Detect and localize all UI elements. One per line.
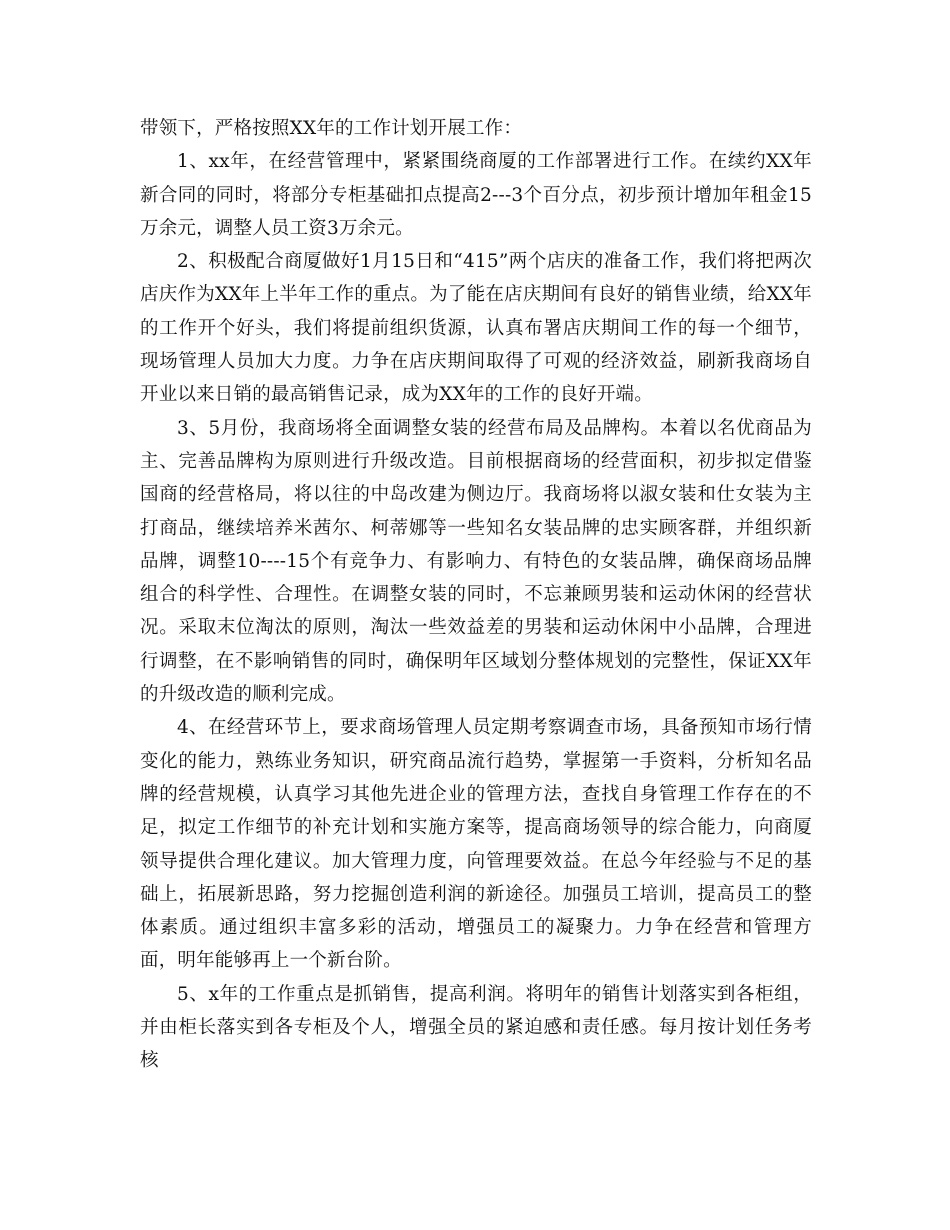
paragraph-item-2: 2、积极配合商厦做好1月15日和“415”两个店庆的准备工作，我们将把两次店庆作为XX年上半年工作的重点。为了能在店庆期间有良好的销售业绩，给XX年的工作开个好头，我们将提前组织货源，认真布署店庆期间工作的每一个细节，现场管理人员加大力度。力争在店庆期间取得了可观的经济效益，刷新我商场自开业以来日销的最高销售记录，成为XX年的工作的良好开端。 [140, 251, 812, 406]
document-body [140, 112, 812, 1078]
paragraph-item-4: 4、在经营环节上，要求商场管理人员定期考察调查市场，具备预知市场行情变化的能力，熟练业务知识，研究商品流行趋势，掌握第一手资料，分析知名品牌的经营规模，认真学习其他先进企业的管理方法，查找自身管理工作存在的不足，拟定工作细节的补充计划和实施方案等，提高商场领导的综合能力，向商厦领导提供合理化建议。加大管理力度，向管理要效益。在总今年经验与不足的基础上，拓展新思路，努力挖掘创造利润的新途径。加强员工培训，提高员工的整体素质。通过组织丰富多彩的活动，增强员工的凝聚力。力争在经营和管理方面，明年能够再上一个新台阶。 [140, 717, 812, 972]
paragraph-intro: 带领下，严格按照XX年的工作计划开展工作： [140, 118, 523, 139]
paragraph-item-5: 5、x年的工作重点是抓销售，提高利润。将明年的销售计划落实到各柜组，并由柜长落实到各专柜及个人，增强全员的紧迫感和责任感。每月按计划任务考核 [140, 983, 812, 1072]
paragraph-item-1: 1、xx年，在经营管理中，紧紧围绕商厦的工作部署进行工作。在续约XX年新合同的同时，将部分专柜基础扣点提高2---3个百分点，初步预计增加年租金15万余元，调整人员工资3万余元。 [140, 151, 812, 239]
paragraph-item-3: 3、5月份，我商场将全面调整女装的经营布局及品牌构。本着以名优商品为主、完善品牌构为原则进行升级改造。目前根据商场的经营面积，初步拟定借鉴国商的经营格局，将以往的中岛改建为侧边厅。我商场将以淑女装和仕女装为主打商品，继续培养米茜尔、柯蒂娜等一些知名女装品牌的忠实顾客群，并组织新品牌，调整10----15个有竞争力、有影响力、有特色的女装品牌，确保商场品牌组合的科学性、合理性。在调整女装的同时，不忘兼顾男装和运动休闲的经营状况。采取末位淘汰的原则，淘汰一些效益差的男装和运动休闲中小品牌，合理进行调整，在不影响销售的同时，确保明年区域划分整体规划的完整性，保证XX年的升级改造的顺利完成。 [140, 417, 812, 706]
